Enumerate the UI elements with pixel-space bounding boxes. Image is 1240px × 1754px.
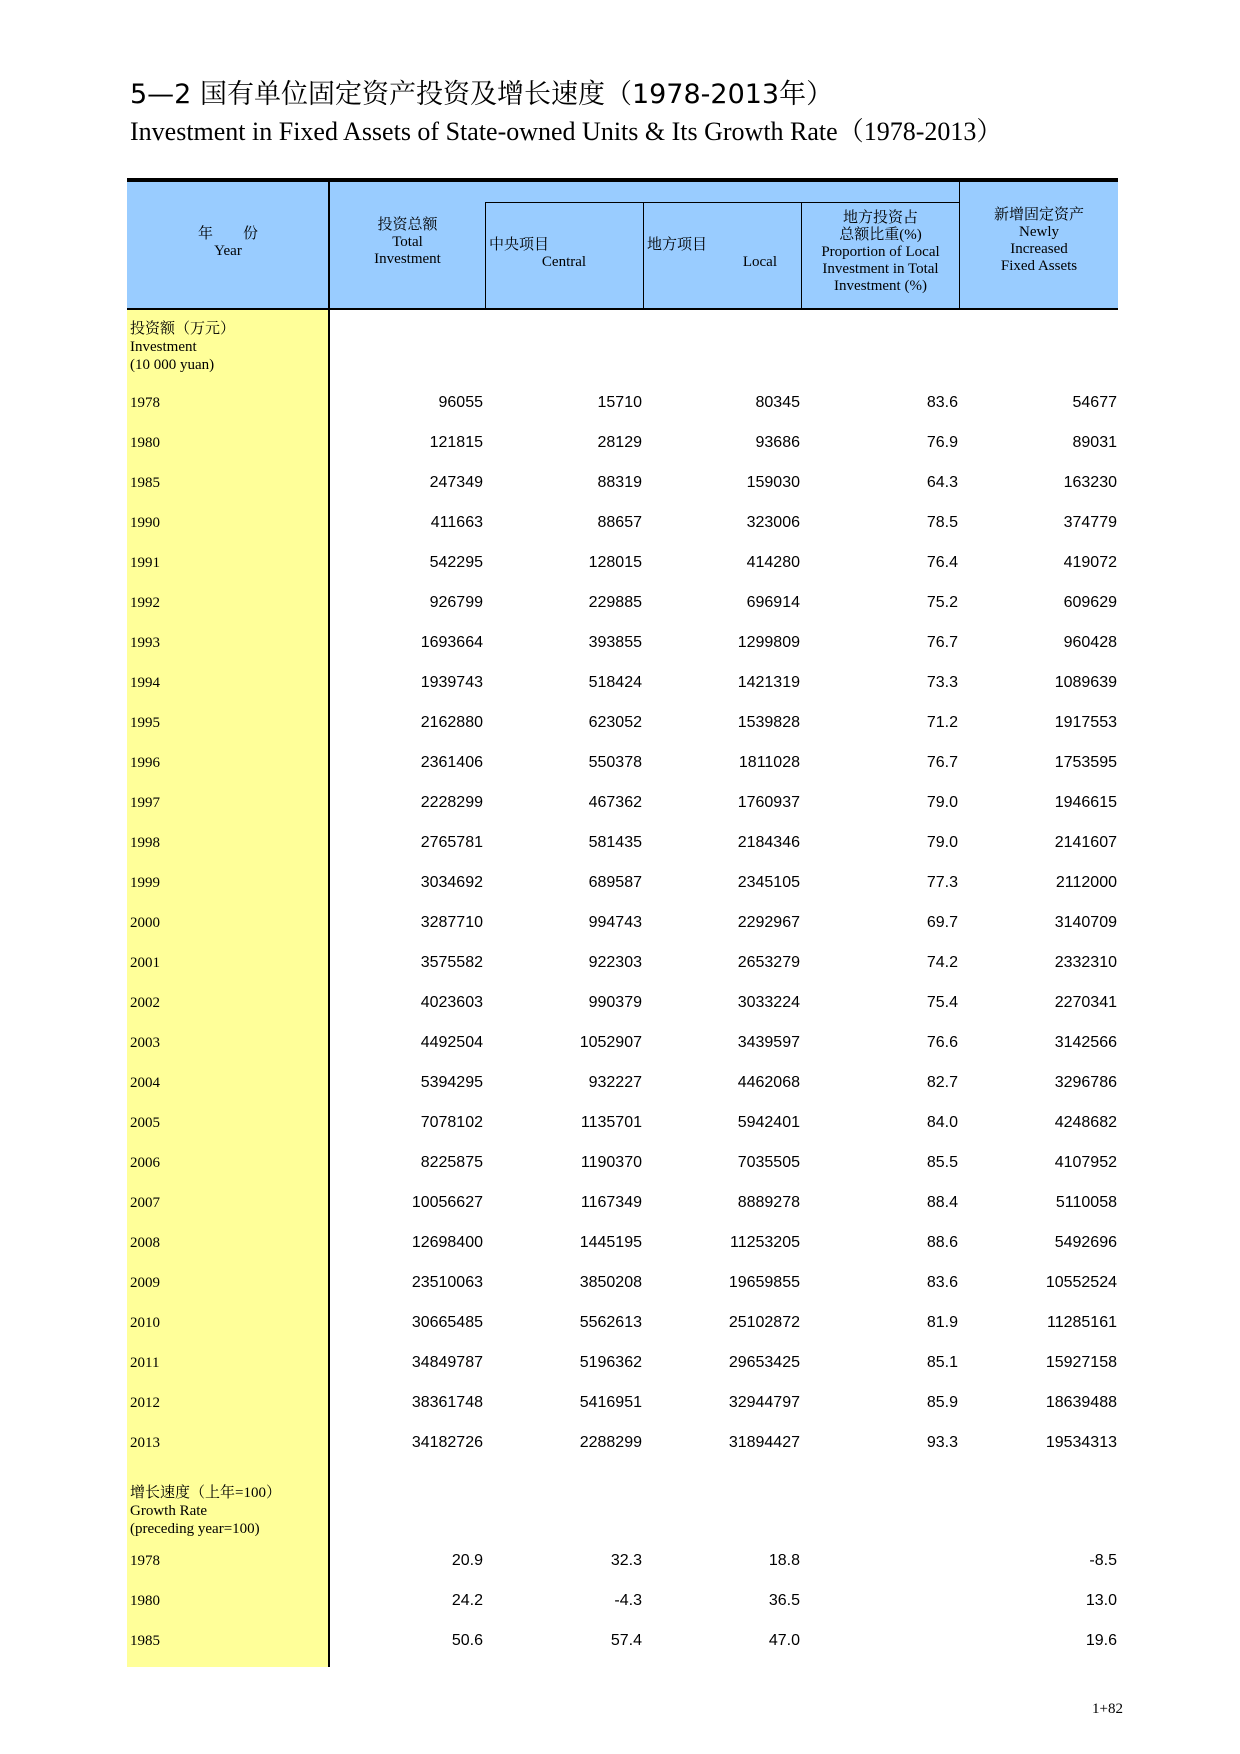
local-cell: 2292967 bbox=[737, 914, 800, 931]
central-cell: 922303 bbox=[588, 954, 642, 971]
proportion-cell: 75.4 bbox=[926, 994, 958, 1011]
year-cell: 1997 bbox=[130, 795, 160, 811]
year-cell: 1990 bbox=[130, 515, 160, 531]
local-cell: 31894427 bbox=[728, 1434, 800, 1451]
proportion-cell: 88.4 bbox=[926, 1194, 958, 1211]
year-cell: 1999 bbox=[130, 875, 160, 891]
header-central: 中央项目 Central bbox=[489, 237, 587, 270]
total-cell: 30665485 bbox=[411, 1314, 483, 1331]
year-cell: 1978 bbox=[130, 1553, 160, 1569]
total-cell: 24.2 bbox=[451, 1592, 483, 1609]
header-divider-newly bbox=[959, 178, 960, 310]
local-cell: 323006 bbox=[746, 514, 800, 531]
year-cell: 1993 bbox=[130, 635, 160, 651]
local-cell: 414280 bbox=[746, 554, 800, 571]
year-cell: 1985 bbox=[130, 1633, 160, 1649]
total-cell: 10056627 bbox=[411, 1194, 483, 1211]
central-cell: 623052 bbox=[588, 714, 642, 731]
newly-cell: 1089639 bbox=[1054, 674, 1117, 691]
local-cell: 1760937 bbox=[737, 794, 800, 811]
table-row bbox=[0, 1550, 1240, 1572]
central-cell: 1167349 bbox=[580, 1194, 642, 1211]
year-cell: 2001 bbox=[130, 955, 160, 971]
total-cell: 4492504 bbox=[420, 1034, 483, 1051]
section-label-investment: 投资额（万元） Investment (10 000 yuan) bbox=[130, 321, 236, 373]
total-cell: 34849787 bbox=[411, 1354, 483, 1371]
central-cell: 1190370 bbox=[580, 1154, 642, 1171]
central-cell: 2288299 bbox=[579, 1434, 642, 1451]
total-cell: 50.6 bbox=[451, 1632, 483, 1649]
table-row bbox=[0, 1630, 1240, 1652]
year-cell: 2003 bbox=[130, 1035, 160, 1051]
header-divider-proportion bbox=[801, 202, 802, 310]
local-cell: 1811028 bbox=[738, 754, 800, 771]
newly-cell: 2332310 bbox=[1054, 954, 1117, 971]
year-cell: 2005 bbox=[130, 1115, 160, 1131]
total-cell: 1939743 bbox=[420, 674, 483, 691]
year-cell: 1995 bbox=[130, 715, 160, 731]
table-row bbox=[0, 712, 1240, 734]
central-cell: 581435 bbox=[588, 834, 642, 851]
year-cell: 2002 bbox=[130, 995, 160, 1011]
table-row bbox=[0, 1272, 1240, 1294]
central-cell: 393855 bbox=[588, 634, 642, 651]
local-cell: 11253205 bbox=[730, 1234, 800, 1251]
newly-cell: 1946615 bbox=[1054, 794, 1117, 811]
central-cell: 990379 bbox=[588, 994, 642, 1011]
page-title-english: Investment in Fixed Assets of State-owned Units & Its Growth Rate（1978-2013） bbox=[130, 117, 1003, 146]
header-divider-local bbox=[643, 202, 644, 310]
central-cell: 994743 bbox=[588, 914, 642, 931]
proportion-cell: 93.3 bbox=[926, 1434, 958, 1451]
central-cell: 5196362 bbox=[579, 1354, 642, 1371]
newly-cell: 19534313 bbox=[1045, 1434, 1117, 1451]
table-row bbox=[0, 1392, 1240, 1414]
total-cell: 23510063 bbox=[411, 1274, 483, 1291]
total-cell: 12698400 bbox=[411, 1234, 483, 1251]
year-cell: 1991 bbox=[130, 555, 160, 571]
year-cell: 2007 bbox=[130, 1195, 160, 1211]
central-cell: 1445195 bbox=[579, 1234, 642, 1251]
newly-cell: 609629 bbox=[1063, 594, 1117, 611]
header-subdivider bbox=[485, 202, 959, 203]
newly-cell: 1753595 bbox=[1054, 754, 1117, 771]
local-cell: 29653425 bbox=[728, 1354, 800, 1371]
central-cell: 932227 bbox=[588, 1074, 642, 1091]
proportion-cell: 76.6 bbox=[926, 1034, 958, 1051]
table-row bbox=[0, 512, 1240, 534]
year-cell: 1980 bbox=[130, 435, 160, 451]
newly-cell: 5492696 bbox=[1054, 1234, 1117, 1251]
proportion-cell: 85.1 bbox=[926, 1354, 958, 1371]
central-cell: 5416951 bbox=[579, 1394, 642, 1411]
year-cell: 2012 bbox=[130, 1395, 160, 1411]
table-row bbox=[0, 1112, 1240, 1134]
local-cell: 36.5 bbox=[768, 1592, 800, 1609]
table-row bbox=[0, 1352, 1240, 1374]
table-row bbox=[0, 432, 1240, 454]
year-cell: 1994 bbox=[130, 675, 160, 691]
table-row bbox=[0, 472, 1240, 494]
page-number: 1+82 bbox=[1092, 1701, 1123, 1717]
local-cell: 47.0 bbox=[768, 1632, 800, 1649]
total-cell: 8225875 bbox=[420, 1154, 483, 1171]
header-local: 地方项目 Local bbox=[647, 237, 777, 270]
year-cell: 1978 bbox=[130, 395, 160, 411]
proportion-cell: 76.9 bbox=[926, 434, 958, 451]
total-cell: 7078102 bbox=[420, 1114, 483, 1131]
proportion-cell: 79.0 bbox=[926, 834, 958, 851]
local-cell: 7035505 bbox=[737, 1154, 800, 1171]
local-cell: 32944797 bbox=[728, 1394, 800, 1411]
total-cell: 542295 bbox=[429, 554, 483, 571]
total-cell: 2765781 bbox=[420, 834, 483, 851]
year-cell: 1992 bbox=[130, 595, 160, 611]
newly-cell: 5110058 bbox=[1055, 1194, 1117, 1211]
table-row bbox=[0, 1232, 1240, 1254]
central-cell: 15710 bbox=[597, 394, 642, 411]
central-cell: 32.3 bbox=[610, 1552, 642, 1569]
newly-cell: 163230 bbox=[1063, 474, 1117, 491]
year-cell: 2011 bbox=[130, 1355, 160, 1371]
table-row bbox=[0, 1432, 1240, 1454]
table-row bbox=[0, 1192, 1240, 1214]
table-row bbox=[0, 672, 1240, 694]
newly-cell: 19.6 bbox=[1085, 1632, 1117, 1649]
central-cell: 88319 bbox=[597, 474, 642, 491]
year-cell: 2010 bbox=[130, 1315, 160, 1331]
proportion-cell: 81.9 bbox=[926, 1314, 958, 1331]
year-cell: 2009 bbox=[130, 1275, 160, 1291]
table-row bbox=[0, 1032, 1240, 1054]
table-row bbox=[0, 792, 1240, 814]
total-cell: 96055 bbox=[438, 394, 483, 411]
total-cell: 20.9 bbox=[451, 1552, 483, 1569]
table-row bbox=[0, 592, 1240, 614]
local-cell: 19659855 bbox=[728, 1274, 800, 1291]
newly-cell: 15927158 bbox=[1045, 1354, 1117, 1371]
table-row bbox=[0, 392, 1240, 414]
table-row bbox=[0, 1590, 1240, 1612]
total-cell: 34182726 bbox=[411, 1434, 483, 1451]
local-cell: 1421319 bbox=[737, 674, 800, 691]
year-cell: 2004 bbox=[130, 1075, 160, 1091]
local-cell: 5942401 bbox=[737, 1114, 800, 1131]
central-cell: 1135701 bbox=[580, 1114, 642, 1131]
local-cell: 8889278 bbox=[737, 1194, 800, 1211]
proportion-cell: 76.4 bbox=[926, 554, 958, 571]
newly-cell: 89031 bbox=[1072, 434, 1117, 451]
proportion-cell: 76.7 bbox=[926, 754, 958, 771]
total-cell: 3287710 bbox=[420, 914, 483, 931]
header-total-investment: 投资总额 Total Investment bbox=[374, 217, 441, 267]
table-row bbox=[0, 1312, 1240, 1334]
local-cell: 2345105 bbox=[737, 874, 800, 891]
total-cell: 411663 bbox=[430, 514, 483, 531]
newly-cell: 419072 bbox=[1063, 554, 1117, 571]
proportion-cell: 84.0 bbox=[926, 1114, 958, 1131]
central-cell: -4.3 bbox=[614, 1592, 642, 1609]
proportion-cell: 74.2 bbox=[926, 954, 958, 971]
newly-cell: 4248682 bbox=[1054, 1114, 1117, 1131]
newly-cell: 13.0 bbox=[1085, 1592, 1117, 1609]
local-cell: 93686 bbox=[755, 434, 800, 451]
year-cell: 1998 bbox=[130, 835, 160, 851]
central-cell: 689587 bbox=[588, 874, 642, 891]
total-cell: 4023603 bbox=[420, 994, 483, 1011]
local-cell: 159030 bbox=[746, 474, 800, 491]
year-cell: 2013 bbox=[130, 1435, 160, 1451]
local-cell: 2653279 bbox=[737, 954, 800, 971]
table-row bbox=[0, 912, 1240, 934]
proportion-cell: 83.6 bbox=[926, 1274, 958, 1291]
newly-cell: 2270341 bbox=[1054, 994, 1117, 1011]
newly-cell: 10552524 bbox=[1045, 1274, 1117, 1291]
central-cell: 5562613 bbox=[579, 1314, 642, 1331]
central-cell: 28129 bbox=[597, 434, 642, 451]
year-cell: 1980 bbox=[130, 1593, 160, 1609]
central-cell: 88657 bbox=[597, 514, 642, 531]
table-row bbox=[0, 952, 1240, 974]
total-cell: 247349 bbox=[429, 474, 483, 491]
table-row bbox=[0, 992, 1240, 1014]
local-cell: 80345 bbox=[755, 394, 800, 411]
proportion-cell: 71.2 bbox=[926, 714, 958, 731]
local-cell: 1539828 bbox=[737, 714, 800, 731]
local-cell: 3439597 bbox=[737, 1034, 800, 1051]
proportion-cell: 76.7 bbox=[926, 634, 958, 651]
newly-cell: 3140709 bbox=[1054, 914, 1117, 931]
proportion-cell: 75.2 bbox=[926, 594, 958, 611]
local-cell: 25102872 bbox=[728, 1314, 800, 1331]
total-cell: 121815 bbox=[429, 434, 483, 451]
proportion-cell: 69.7 bbox=[926, 914, 958, 931]
total-cell: 2361406 bbox=[420, 754, 483, 771]
central-cell: 3850208 bbox=[579, 1274, 642, 1291]
newly-cell: 2112000 bbox=[1055, 874, 1117, 891]
total-cell: 3034692 bbox=[420, 874, 483, 891]
total-cell: 3575582 bbox=[420, 954, 483, 971]
year-cell: 1996 bbox=[130, 755, 160, 771]
proportion-cell: 77.3 bbox=[926, 874, 958, 891]
newly-cell: -8.5 bbox=[1089, 1552, 1117, 1569]
central-cell: 467362 bbox=[588, 794, 642, 811]
total-cell: 38361748 bbox=[411, 1394, 483, 1411]
table-row bbox=[0, 1152, 1240, 1174]
proportion-cell: 73.3 bbox=[926, 674, 958, 691]
header-year: 年 份 Year bbox=[197, 226, 258, 259]
total-cell: 926799 bbox=[429, 594, 483, 611]
central-cell: 57.4 bbox=[610, 1632, 642, 1649]
local-cell: 4462068 bbox=[737, 1074, 800, 1091]
newly-cell: 18639488 bbox=[1045, 1394, 1117, 1411]
newly-cell: 1917553 bbox=[1054, 714, 1117, 731]
proportion-cell: 82.7 bbox=[926, 1074, 958, 1091]
central-cell: 128015 bbox=[588, 554, 642, 571]
header-proportion: 地方投资占 总额比重(%) Proportion of Local Investment in Total Investment (%) bbox=[821, 210, 940, 294]
central-cell: 550378 bbox=[588, 754, 642, 771]
local-cell: 3033224 bbox=[737, 994, 800, 1011]
table-row bbox=[0, 632, 1240, 654]
proportion-cell: 79.0 bbox=[926, 794, 958, 811]
newly-cell: 2141607 bbox=[1054, 834, 1117, 851]
proportion-cell: 85.5 bbox=[926, 1154, 958, 1171]
proportion-cell: 64.3 bbox=[926, 474, 958, 491]
proportion-cell: 85.9 bbox=[926, 1394, 958, 1411]
local-cell: 696914 bbox=[746, 594, 800, 611]
newly-cell: 374779 bbox=[1063, 514, 1117, 531]
total-cell: 2228299 bbox=[420, 794, 483, 811]
local-cell: 1299809 bbox=[737, 634, 800, 651]
header-divider-central bbox=[485, 202, 486, 310]
proportion-cell: 78.5 bbox=[926, 514, 958, 531]
table-row bbox=[0, 832, 1240, 854]
table-row bbox=[0, 752, 1240, 774]
total-cell: 5394295 bbox=[420, 1074, 483, 1091]
newly-cell: 11285161 bbox=[1047, 1314, 1117, 1331]
page-title-chinese: 5—2 国有单位固定资产投资及增长速度（1978-2013年） bbox=[130, 79, 834, 110]
local-cell: 2184346 bbox=[737, 834, 800, 851]
newly-cell: 3142566 bbox=[1054, 1034, 1117, 1051]
total-cell: 2162880 bbox=[420, 714, 483, 731]
central-cell: 229885 bbox=[588, 594, 642, 611]
proportion-cell: 88.6 bbox=[926, 1234, 958, 1251]
section-label-growth: 增长速度（上年=100） Growth Rate (preceding year=100) bbox=[130, 1485, 281, 1537]
table-row bbox=[0, 872, 1240, 894]
newly-cell: 3296786 bbox=[1054, 1074, 1117, 1091]
newly-cell: 960428 bbox=[1063, 634, 1117, 651]
central-cell: 1052907 bbox=[579, 1034, 642, 1051]
table-row bbox=[0, 1072, 1240, 1094]
central-cell: 518424 bbox=[588, 674, 642, 691]
newly-cell: 4107952 bbox=[1054, 1154, 1117, 1171]
table-row bbox=[0, 552, 1240, 574]
year-cell: 1985 bbox=[130, 475, 160, 491]
year-cell: 2000 bbox=[130, 915, 160, 931]
local-cell: 18.8 bbox=[768, 1552, 800, 1569]
header-newly-increased: 新增固定资产 Newly Increased Fixed Assets bbox=[993, 207, 1084, 274]
newly-cell: 54677 bbox=[1072, 394, 1117, 411]
year-cell: 2008 bbox=[130, 1235, 160, 1251]
proportion-cell: 83.6 bbox=[926, 394, 958, 411]
year-cell: 2006 bbox=[130, 1155, 160, 1171]
total-cell: 1693664 bbox=[420, 634, 483, 651]
